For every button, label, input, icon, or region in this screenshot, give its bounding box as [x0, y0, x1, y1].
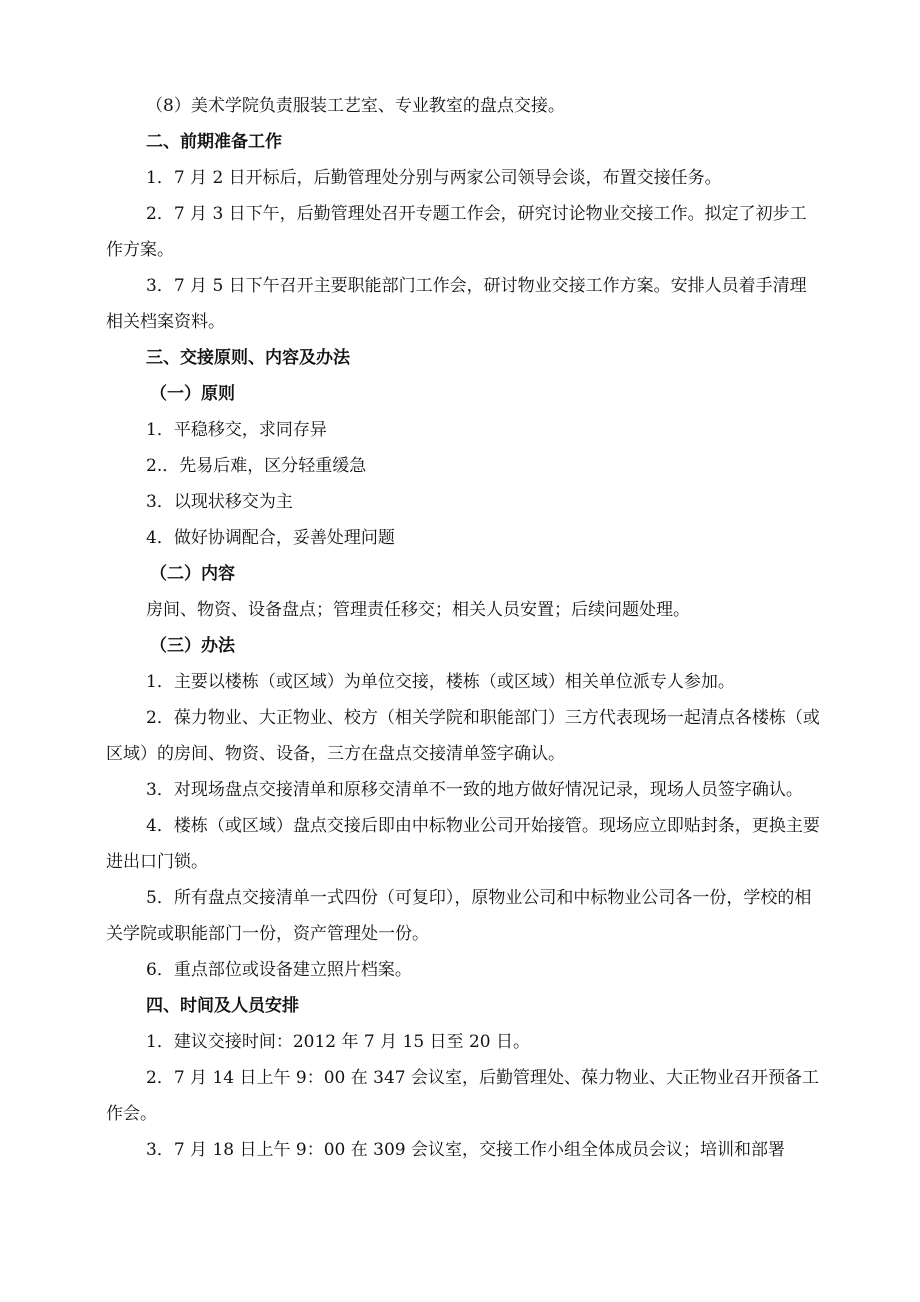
heading-principles-content-methods: 三、交接原则、内容及办法 — [146, 348, 350, 368]
subheading-content: （二）内容 — [150, 564, 235, 584]
heading-schedule: 四、时间及人员安排 — [146, 996, 299, 1016]
paragraph-method-1: 1．主要以楼栋（或区域）为单位交接，楼栋（或区域）相关单位派专人参加。 — [146, 672, 735, 692]
paragraph-principle-2: 2.．先易后难，区分轻重缓急 — [146, 456, 367, 476]
paragraph-principle-4: 4．做好协调配合，妥善处理问题 — [146, 528, 395, 548]
paragraph-content: 房间、物资、设备盘点；管理责任移交；相关人员安置；后续问题处理。 — [146, 600, 690, 620]
paragraph-art-college: （8）美术学院负责服装工艺室、专业教室的盘点交接。 — [146, 96, 565, 116]
paragraph-method-3: 3．对现场盘点交接清单和原移交清单不一致的地方做好情况记录，现场人员签字确认。 — [146, 780, 803, 800]
paragraph-method-6: 6．重点部位或设备建立照片档案。 — [146, 960, 412, 980]
paragraph-prep-3: 3．7 月 5 日下午召开主要职能部门工作会，研讨物业交接工作方案。安排人员着手清理相关档案资料。 — [106, 276, 807, 332]
subheading-principles: （一）原则 — [150, 384, 235, 404]
paragraph-schedule-1: 1．建议交接时间：2012 年 7 月 15 日至 20 日。 — [146, 1032, 530, 1052]
paragraph-principle-1: 1．平稳移交，求同存异 — [146, 420, 327, 440]
subheading-methods: （三）办法 — [150, 636, 235, 656]
paragraph-prep-1: 1．7 月 2 日开标后，后勤管理处分别与两家公司领导会谈，布置交接任务。 — [146, 168, 722, 188]
paragraph-schedule-3: 3．7 月 18 日上午 9：00 在 309 会议室，交接工作小组全体成员会议；培训和部署 — [146, 1140, 785, 1160]
paragraph-method-4: 4．楼栋（或区域）盘点交接后即由中标物业公司开始接管。现场应立即贴封条，更换主要进出口门锁。 — [106, 816, 820, 872]
paragraph-prep-2: 2．7 月 3 日下午，后勤管理处召开专题工作会，研究讨论物业交接工作。拟定了初步工作方案。 — [106, 204, 807, 260]
heading-preparation: 二、前期准备工作 — [146, 132, 282, 152]
paragraph-principle-3: 3．以现状移交为主 — [146, 492, 293, 512]
paragraph-schedule-2: 2．7 月 14 日上午 9：00 在 347 会议室，后勤管理处、葆力物业、大正物业召开预备工作会。 — [106, 1068, 819, 1124]
paragraph-method-2: 2．葆力物业、大正物业、校方（相关学院和职能部门）三方代表现场一起清点各楼栋（或区域）的房间、物资、设备，三方在盘点交接清单签字确认。 — [106, 708, 820, 764]
paragraph-method-5: 5．所有盘点交接清单一式四份（可复印），原物业公司和中标物业公司各一份，学校的相关学院或职能部门一份，资产管理处一份。 — [106, 888, 812, 944]
